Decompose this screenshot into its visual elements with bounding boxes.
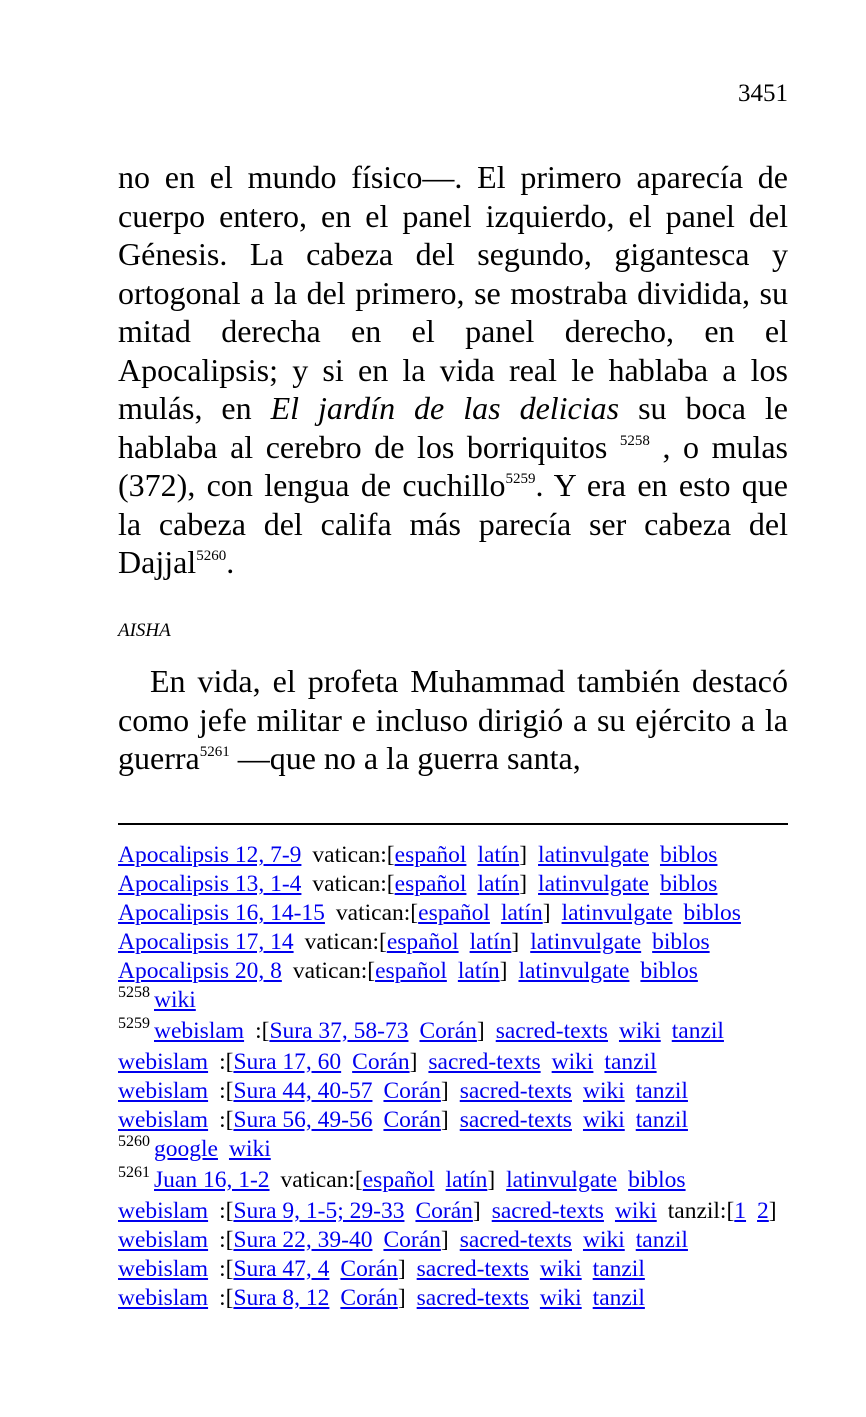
reference-link[interactable]: tanzil <box>592 1256 645 1282</box>
reference-link[interactable]: latinvulgate <box>530 929 642 955</box>
reference-link[interactable]: Apocalipsis 20, 8 <box>118 958 282 984</box>
body-paragraph <box>118 158 788 582</box>
footnote-text: ] <box>440 1227 449 1253</box>
footnotes <box>118 841 798 1313</box>
footnote-number: 5261 <box>118 1164 150 1181</box>
reference-link[interactable]: wiki <box>154 987 196 1013</box>
reference-link[interactable]: webislam <box>118 1285 209 1311</box>
footnote-number: 5259 <box>118 1015 150 1032</box>
footnote-line <box>118 957 798 986</box>
reference-link[interactable]: Sura 47, 4 <box>233 1256 330 1282</box>
footnote-line <box>118 928 798 957</box>
reference-link[interactable]: sacred-texts <box>428 1049 541 1075</box>
reference-link[interactable]: webislam <box>118 1227 209 1253</box>
footnote-line <box>118 1077 798 1106</box>
reference-link[interactable]: Sura 44, 40-57 <box>233 1078 373 1104</box>
reference-link[interactable]: wiki <box>618 1018 661 1044</box>
reference-link[interactable]: español <box>362 1167 435 1193</box>
reference-link[interactable]: Sura 9, 1-5; 29-33 <box>233 1198 405 1224</box>
footnote-text: vatican:[ <box>280 1167 363 1193</box>
footnote-text: ] <box>519 871 528 897</box>
body-paragraph-2 <box>118 662 788 778</box>
footnote-text: vatican:[ <box>292 958 376 984</box>
reference-link[interactable]: biblos <box>683 900 741 926</box>
footnote-line <box>118 1166 798 1197</box>
footnote-separator <box>118 823 788 825</box>
footnote-text: vatican:[ <box>312 871 395 897</box>
footnote-text: ] <box>542 900 551 926</box>
reference-link[interactable]: español <box>394 842 467 868</box>
reference-link[interactable]: wiki <box>582 1078 625 1104</box>
reference-link[interactable]: español <box>418 900 490 926</box>
footnote-line <box>118 986 798 1017</box>
page-number: 3451 <box>738 80 788 107</box>
book-title: El jardín de las delicias <box>270 390 620 426</box>
footnote-text: ] <box>472 1198 481 1224</box>
reference-link[interactable]: latinvulgate <box>538 842 649 868</box>
reference-link[interactable]: wiki <box>539 1285 582 1311</box>
reference-link[interactable]: tanzil <box>635 1227 688 1253</box>
text-run: , o mulas (372), con lengua de cuchillo <box>118 428 788 503</box>
footnote-text: ] <box>397 1256 406 1282</box>
paragraph-1 <box>118 158 788 582</box>
reference-link[interactable]: español <box>394 871 467 897</box>
footnote-line <box>118 1135 798 1166</box>
text-run: En vida, el profeta Muhammad también destacó como jefe militar e incluso dirigió a su ejército a la guerra <box>118 663 788 776</box>
reference-link[interactable]: Corán <box>415 1198 473 1224</box>
reference-link[interactable]: latinvulgate <box>538 871 649 897</box>
reference-link[interactable]: Corán <box>340 1285 398 1311</box>
footnote-ref: 5261 <box>199 744 230 760</box>
reference-link[interactable]: sacred-texts <box>416 1256 529 1282</box>
footnote-text: vatican:[ <box>335 900 419 926</box>
text-run: su boca le hablaba al cerebro de los borriquitos <box>118 390 789 465</box>
reference-link[interactable]: Sura 22, 39-40 <box>233 1227 373 1253</box>
footnote-line <box>118 1017 798 1048</box>
reference-link[interactable]: sacred-texts <box>459 1078 572 1104</box>
text-run: . <box>226 544 235 580</box>
footnote-text: :[ <box>219 1227 234 1253</box>
reference-link[interactable]: latín <box>445 1167 488 1193</box>
reference-link[interactable]: latinvulgate <box>518 958 630 984</box>
reference-link[interactable]: wiki <box>228 1136 271 1162</box>
reference-link[interactable]: wiki <box>614 1198 657 1224</box>
footnote-text: :[ <box>219 1285 234 1311</box>
reference-link[interactable]: google <box>154 1136 218 1162</box>
reference-link[interactable]: biblos <box>659 871 718 897</box>
reference-link[interactable]: wiki <box>582 1227 625 1253</box>
text-run: no en el mundo físico—. El primero aparecía de cuerpo entero, en el panel izquierdo, el panel del Génesis. La cabeza del segundo, gigantesca y ortogonal a la del primero, se mostraba dividida, su mitad derecha en el panel derecho, en el Apocalipsis; y si en la vida real le hablaba a los mulás, en <box>118 159 788 426</box>
footnote-text: ] <box>409 1049 418 1075</box>
reference-link[interactable]: Sura 8, 12 <box>233 1285 330 1311</box>
reference-link[interactable]: latín <box>477 871 520 897</box>
reference-link[interactable]: Apocalipsis 13, 1-4 <box>118 871 302 897</box>
reference-link[interactable]: webislam <box>118 1078 209 1104</box>
footnote-text: :[ <box>219 1049 234 1075</box>
reference-link[interactable]: tanzil <box>592 1285 645 1311</box>
reference-link[interactable]: sacred-texts <box>459 1227 572 1253</box>
footnote-text: :[ <box>219 1107 234 1133</box>
footnote-line <box>118 899 798 928</box>
footnote-ref: 5258 <box>619 432 650 449</box>
reference-link[interactable]: Sura 56, 49-56 <box>233 1107 373 1133</box>
reference-link[interactable]: latín <box>457 958 500 984</box>
reference-link[interactable]: Corán <box>352 1049 410 1075</box>
footnote-text: vatican:[ <box>304 929 387 955</box>
footnote-text: ] <box>476 1018 485 1044</box>
footnote-line <box>118 841 798 870</box>
reference-link[interactable]: latinvulgate <box>561 900 673 926</box>
reference-link[interactable]: biblos <box>652 929 710 955</box>
footnote-text: :[ <box>219 1256 234 1282</box>
reference-link[interactable]: wiki <box>551 1049 594 1075</box>
text-run: —que no a la guerra santa, <box>229 740 581 776</box>
footnote-line <box>118 1106 798 1135</box>
footnote-ref: 5259 <box>505 471 536 487</box>
footnote-text: :[ <box>255 1018 270 1044</box>
footnote-text: ] <box>519 842 528 868</box>
section-heading: AISHA <box>118 620 171 641</box>
paragraph-2 <box>118 662 788 778</box>
reference-link[interactable]: Corán <box>383 1227 441 1253</box>
footnote-ref: 5260 <box>196 548 227 564</box>
reference-link[interactable]: latín <box>469 929 512 955</box>
reference-link[interactable]: 1 <box>734 1198 747 1224</box>
footnote-text: :[ <box>219 1198 234 1224</box>
reference-link[interactable]: sacred-texts <box>459 1107 572 1133</box>
reference-link[interactable]: wiki <box>582 1107 625 1133</box>
reference-link[interactable]: biblos <box>628 1167 686 1193</box>
reference-link[interactable]: español <box>375 958 447 984</box>
footnote-text: tanzil:[ <box>667 1198 735 1224</box>
reference-link[interactable]: Apocalipsis 12, 7-9 <box>118 842 302 868</box>
footnote-line <box>118 1255 798 1284</box>
reference-link[interactable]: latín <box>500 900 543 926</box>
reference-link[interactable]: tanzil <box>671 1018 724 1044</box>
reference-link[interactable]: tanzil <box>604 1049 657 1075</box>
reference-link[interactable]: webislam <box>154 1018 245 1044</box>
footnote-line <box>118 1048 798 1077</box>
reference-link[interactable]: tanzil <box>635 1107 688 1133</box>
reference-link[interactable]: Corán <box>383 1107 441 1133</box>
footnote-text: vatican:[ <box>312 842 395 868</box>
footnote-number: 5258 <box>118 984 150 1001</box>
reference-link[interactable]: biblos <box>659 842 718 868</box>
footnote-text: ] <box>440 1078 449 1104</box>
reference-link[interactable]: latín <box>477 842 520 868</box>
reference-link[interactable]: Sura 37, 58-73 <box>269 1018 409 1044</box>
footnote-text: ] <box>487 1167 496 1193</box>
text-run: . Y era en esto que la cabeza del califa más parecía ser cabeza del Dajjal <box>118 467 789 580</box>
footnote-text: ] <box>499 958 508 984</box>
reference-link[interactable]: sacred-texts <box>491 1198 604 1224</box>
reference-link[interactable]: Sura 17, 60 <box>233 1049 342 1075</box>
reference-link[interactable]: Apocalipsis 16, 14-15 <box>118 900 325 926</box>
reference-link[interactable]: webislam <box>118 1049 209 1075</box>
footnote-text: ] <box>440 1107 449 1133</box>
reference-link[interactable]: tanzil <box>635 1078 688 1104</box>
reference-link[interactable]: wiki <box>539 1256 582 1282</box>
footnote-text: :[ <box>219 1078 234 1104</box>
footnote-text: ] <box>768 1198 777 1224</box>
footnote-text: ] <box>511 929 520 955</box>
footnote-line <box>118 870 798 899</box>
reference-link[interactable]: Corán <box>340 1256 398 1282</box>
reference-link[interactable]: webislam <box>118 1107 209 1133</box>
reference-link[interactable]: Apocalipsis 17, 14 <box>118 929 294 955</box>
footnote-line <box>118 1226 798 1255</box>
reference-link[interactable]: Corán <box>419 1018 477 1044</box>
reference-link[interactable]: latinvulgate <box>506 1167 618 1193</box>
footnote-line <box>118 1284 798 1313</box>
reference-link[interactable]: español <box>386 929 459 955</box>
footnote-number: 5260 <box>118 1133 150 1150</box>
footnote-text: ] <box>397 1285 406 1311</box>
reference-link[interactable]: sacred-texts <box>416 1285 529 1311</box>
footnote-line <box>118 1197 798 1226</box>
reference-link[interactable]: biblos <box>640 958 698 984</box>
reference-link[interactable]: webislam <box>118 1256 209 1282</box>
reference-link[interactable]: 2 <box>757 1198 769 1224</box>
reference-link[interactable]: Juan 16, 1-2 <box>154 1167 270 1193</box>
reference-link[interactable]: Corán <box>383 1078 441 1104</box>
reference-link[interactable]: sacred-texts <box>495 1018 608 1044</box>
reference-link[interactable]: webislam <box>118 1198 209 1224</box>
